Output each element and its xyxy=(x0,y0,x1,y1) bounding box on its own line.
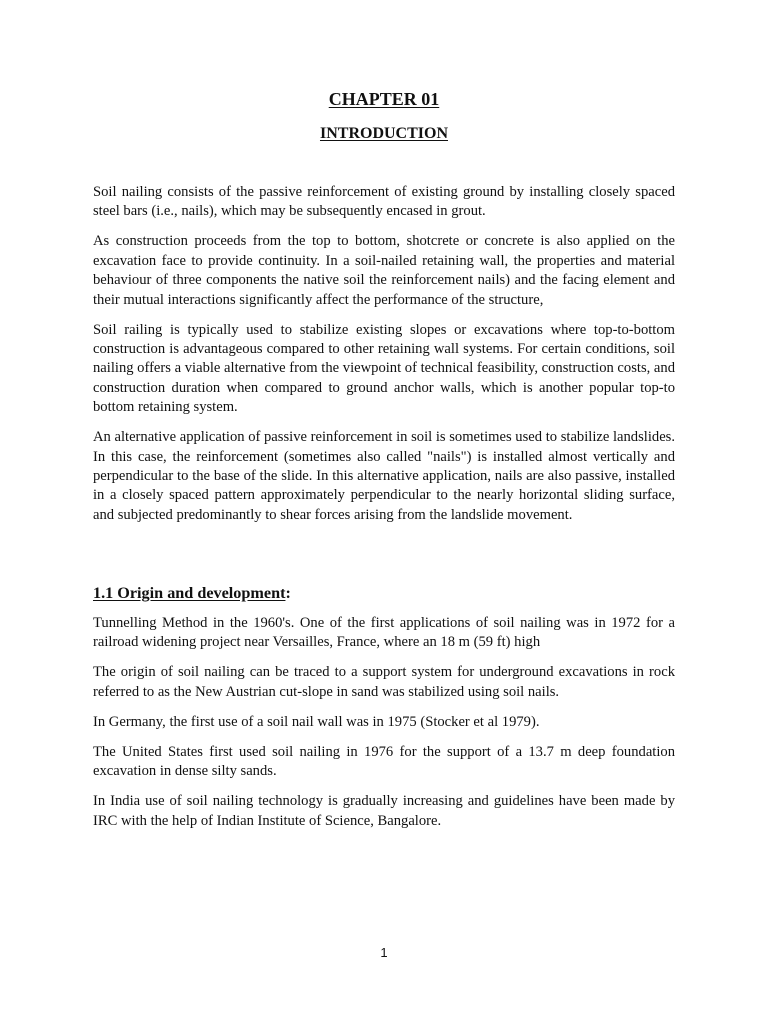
introduction-body xyxy=(93,183,675,536)
chapter-subtitle: INTRODUCTION xyxy=(319,125,448,142)
intro-paragraph: An alternative application of passive reinforcement in soil is sometimes used to stabilize landslides. In this case, the reinforcement (sometimes also called "nails") is installed almost vertically and perpendicular to the base of the slide. In this alternative application, nails are also passive, installed in a closely spaced pattern approximately perpendicular to the nearly horizontal sliding surface, and subjected predominantly to shear forces arising from the landslide movement. xyxy=(93,429,675,523)
section-paragraph: The United States first used soil nailing in 1976 for the support of a 13.7 m deep foundation excavation in dense silty sands. xyxy=(93,743,675,780)
section-heading-colon: : xyxy=(285,584,291,602)
section-heading xyxy=(93,582,291,604)
section-paragraph: In Germany, the first use of a soil nail wall was in 1975 (Stocker et al 1979). xyxy=(93,713,540,730)
intro-paragraph: Soil nailing consists of the passive reinforcement of existing ground by installing closely spaced steel bars (i.e., nails), which may be subsequently encased in grout. xyxy=(93,184,675,220)
origin-development-body xyxy=(93,614,675,842)
chapter-title: CHAPTER 01 xyxy=(328,89,440,109)
intro-paragraph: Soil railing is typically used to stabilize existing slopes or excavations where top-to-bottom construction is advantageous compared to other retaining wall systems. For certain conditions, soil nailing offers a viable alternative from the viewpoint of technical feasibility, construction costs, and construction duration when compared to ground anchor walls, which is another popular top-to bottom retaining system. xyxy=(93,321,675,416)
section-paragraph: The origin of soil nailing can be traced to a support system for underground excavations in rock referred to as the New Austrian cut-slope in sand was stabilized using soil nails. xyxy=(93,664,675,700)
section-paragraph: Tunnelling Method in the 1960's. One of the first applications of soil nailing was in 1972 for a railroad widening project near Versailles, France, where an 18 m (59 ft) high xyxy=(93,615,675,651)
section-heading-text: 1.1 Origin and development xyxy=(93,584,286,602)
page-number: 1 xyxy=(380,945,388,960)
section-paragraph: In India use of soil nailing technology is gradually increasing and guidelines have been made by IRC with the help of Indian Institute of Science, Bangalore. xyxy=(93,793,675,829)
intro-paragraph: As construction proceeds from the top to bottom, shotcrete or concrete is also applied on the excavation face to provide continuity. In a soil-nailed retaining wall, the properties and material behaviour of three components the native soil the reinforcement nails) and the facing element and their mutual interactions significantly affect the performance of the structure, xyxy=(93,233,675,308)
